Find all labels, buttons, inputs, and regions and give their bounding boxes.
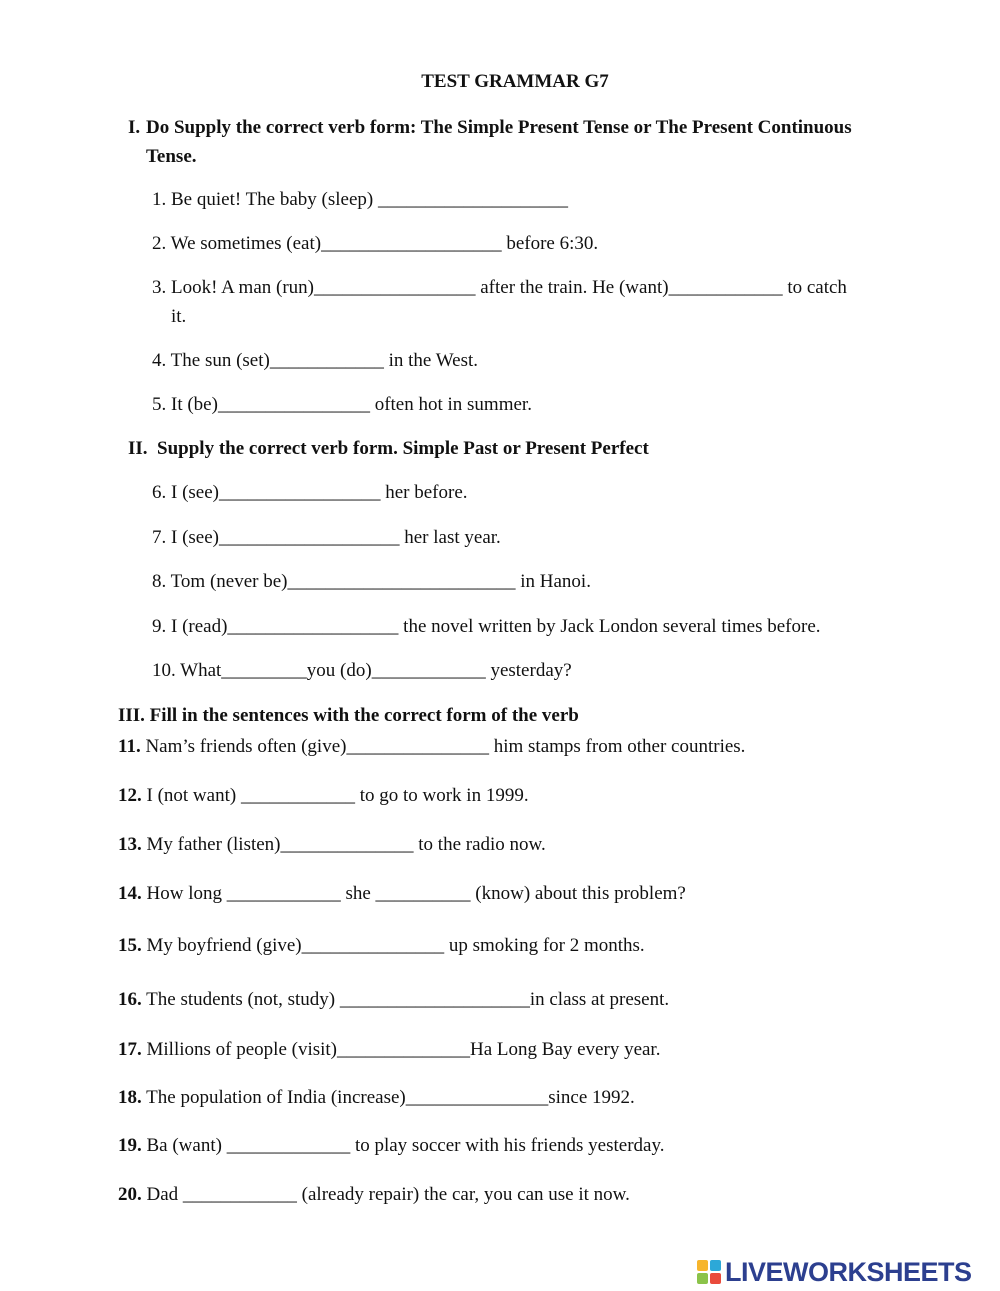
- question-17: [118, 1039, 660, 1061]
- question-5: 5. It (be)________________ often hot in summer.: [152, 394, 532, 415]
- question-14-number: 14.: [118, 883, 142, 904]
- question-11-text: Nam’s friends often (give)_______________ him stamps from other countries.: [140, 736, 746, 757]
- logo-tile-yellow: [697, 1260, 708, 1271]
- question-13-number: 13.: [118, 834, 142, 855]
- question-15-text: My boyfriend (give)_______________ up smoking for 2 months.: [141, 935, 645, 956]
- question-11-number: 11.: [118, 736, 141, 757]
- question-8: 8. Tom (never be)________________________ in Hanoi.: [152, 571, 591, 592]
- question-17-text: Millions of people (visit)______________Ha Long Bay every year.: [141, 1039, 661, 1060]
- question-7: 7. I (see)___________________ her last year.: [152, 527, 501, 548]
- question-6: 6. I (see)_________________ her before.: [152, 482, 468, 503]
- question-12-number: 12.: [118, 785, 142, 806]
- question-3-line-2: it.: [171, 306, 187, 327]
- question-2: 2. We sometimes (eat)___________________ before 6:30.: [152, 233, 599, 254]
- question-13-text: My father (listen)______________ to the radio now.: [141, 834, 546, 855]
- logo-text: LIVEWORKSHEETS: [725, 1256, 972, 1287]
- question-20-text: Dad ____________ (already repair) the car, you can use it now.: [141, 1184, 630, 1205]
- question-16-number: 16.: [118, 989, 142, 1010]
- question-1: 1. Be quiet! The baby (sleep) ____________________: [152, 189, 568, 210]
- question-19-text: Ba (want) _____________ to play soccer with his friends yesterday.: [141, 1135, 665, 1156]
- question-11: [118, 736, 745, 758]
- question-3-line-1: 3. Look! A man (run)_________________ after the train. He (want)____________ to catch: [152, 277, 847, 298]
- question-20: [118, 1184, 630, 1206]
- question-18-number: 18.: [118, 1087, 142, 1108]
- section-1-number: I.: [128, 117, 141, 138]
- logo-tile-red: [710, 1273, 721, 1284]
- question-12-text: I (not want) ____________ to go to work in 1999.: [141, 785, 529, 806]
- page-title: TEST GRAMMAR G7: [421, 71, 609, 92]
- logo-tile-green: [697, 1273, 708, 1284]
- question-12: [118, 785, 529, 807]
- section-3-heading: III. Fill in the sentences with the correct form of the verb: [118, 705, 579, 726]
- question-14: [118, 883, 686, 905]
- question-10: 10. What_________you (do)____________ yesterday?: [152, 660, 572, 681]
- question-19-number: 19.: [118, 1135, 142, 1156]
- question-17-number: 17.: [118, 1039, 142, 1060]
- liveworksheets-logo-icon: [697, 1260, 721, 1284]
- question-18-text: The population of India (increase)_______________since 1992.: [141, 1087, 635, 1108]
- section-2-heading: II. Supply the correct verb form. Simple Past or Present Perfect: [128, 438, 649, 459]
- question-13: [118, 834, 546, 856]
- question-15-number: 15.: [118, 935, 142, 956]
- section-1-heading-line-1: Do Supply the correct verb form: The Simple Present Tense or The Present Continuous: [146, 117, 852, 138]
- question-16: [118, 989, 669, 1011]
- liveworksheets-logo: [697, 1257, 972, 1287]
- question-15: [118, 935, 645, 957]
- section-1-heading-line-2: Tense.: [146, 146, 197, 167]
- question-20-number: 20.: [118, 1184, 142, 1205]
- question-9: 9. I (read)__________________ the novel written by Jack London several times before.: [152, 616, 821, 637]
- question-16-text: The students (not, study) ____________________in class at present.: [141, 989, 670, 1010]
- question-4: 4. The sun (set)____________ in the West.: [152, 350, 479, 371]
- question-18: [118, 1087, 635, 1109]
- question-19: [118, 1135, 664, 1157]
- question-14-text: How long ____________ she __________ (know) about this problem?: [141, 883, 686, 904]
- logo-tile-blue: [710, 1260, 721, 1271]
